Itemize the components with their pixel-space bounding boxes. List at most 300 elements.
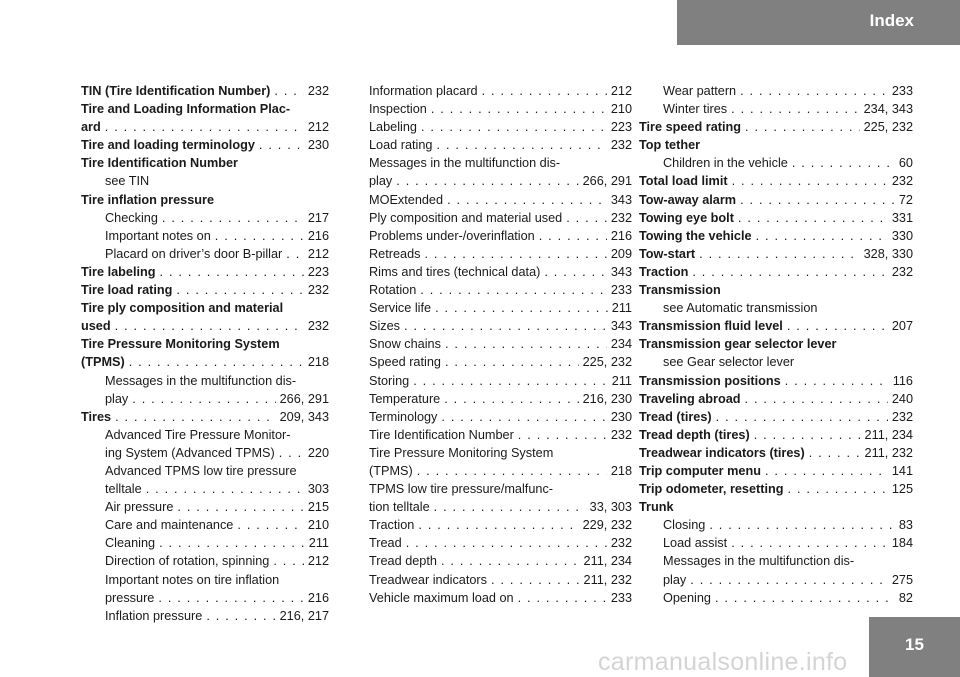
dot-leader	[160, 263, 304, 281]
dot-leader	[417, 462, 607, 480]
index-entry	[369, 191, 632, 209]
index-entry	[369, 552, 632, 570]
entry-term: Towing eye bolt	[639, 210, 734, 225]
entry-pages: 216	[307, 228, 329, 243]
index-subentry	[81, 552, 329, 570]
entry-pages: 343	[610, 264, 632, 279]
dot-leader	[518, 426, 607, 444]
dot-leader	[177, 498, 303, 516]
index-subentry	[81, 209, 329, 227]
entry-term: Traction	[369, 518, 415, 533]
dot-leader	[731, 100, 859, 118]
entry-term: (TPMS)	[81, 355, 125, 370]
index-entry	[369, 317, 632, 335]
index-subentry	[81, 607, 329, 625]
dot-leader	[158, 589, 303, 607]
index-subentry	[81, 372, 329, 390]
entry-pages: 116	[892, 373, 913, 388]
entry-pages: 229, 232	[582, 518, 632, 533]
entry-term: Temperature	[369, 391, 441, 406]
entry-pages: 33, 303	[589, 500, 632, 515]
index-entry	[369, 299, 632, 317]
entry-term: Placard on driver’s door B-pillar	[105, 246, 283, 261]
index-subentry	[639, 534, 913, 552]
index-entry	[369, 154, 632, 172]
entry-pages: 218	[610, 463, 632, 478]
entry-term: Treadwear indicators (tires)	[639, 445, 805, 460]
index-entry	[81, 118, 329, 136]
index-entry	[369, 118, 632, 136]
index-entry	[369, 462, 632, 480]
entry-pages: 233	[891, 84, 913, 98]
entry-pages: 72	[898, 192, 913, 207]
entry-pages: 232	[307, 283, 329, 298]
dot-leader	[406, 534, 607, 552]
index-entry	[369, 172, 632, 190]
index-entry	[639, 191, 913, 209]
index-entry	[81, 317, 329, 335]
entry-term: Load assist	[663, 536, 728, 551]
dot-leader	[699, 245, 859, 263]
entry-term: Treadwear indicators	[369, 572, 487, 587]
dot-leader	[441, 408, 606, 426]
index-entry	[639, 480, 913, 498]
dot-leader	[105, 118, 304, 136]
dot-leader	[215, 227, 304, 245]
index-entry	[369, 100, 632, 118]
entry-term: Tire Identification Number	[81, 156, 238, 171]
dot-leader	[434, 498, 586, 516]
entry-pages: 211, 232	[864, 445, 913, 460]
entry-term: Speed rating	[369, 355, 441, 370]
entry-term: Direction of rotation, spinning	[105, 554, 270, 569]
index-subentry	[81, 589, 329, 607]
entry-term: Tow-start	[639, 246, 696, 261]
dot-leader	[754, 426, 861, 444]
dot-leader	[731, 534, 888, 552]
index-entry	[369, 426, 632, 444]
entry-term: Important notes on	[105, 228, 211, 243]
entry-pages: 211	[611, 301, 632, 316]
dot-leader	[396, 172, 578, 190]
dot-leader	[132, 390, 275, 408]
entry-term: Tow-away alarm	[639, 192, 737, 207]
index-subentry	[639, 571, 913, 589]
index-entry	[81, 263, 329, 281]
entry-pages: 230	[610, 409, 632, 424]
dot-leader	[709, 516, 895, 534]
entry-term: Retreads	[369, 246, 421, 261]
entry-term: Tire inflation pressure	[81, 192, 215, 207]
index-subentry	[81, 227, 329, 245]
index-entry	[639, 426, 913, 444]
entry-term: tion telltale	[369, 500, 430, 515]
entry-term: Rims and tires (technical data)	[369, 264, 541, 279]
entry-pages: 216	[307, 590, 329, 605]
entry-pages: 303	[307, 482, 329, 497]
entry-pages: 232	[307, 84, 329, 98]
entry-pages: 211, 234	[864, 427, 913, 442]
entry-term: Important notes on tire inflation	[105, 572, 280, 587]
entry-term: Tires	[81, 409, 112, 424]
dot-leader	[544, 263, 606, 281]
index-subentry	[639, 100, 913, 118]
index-subentry	[639, 552, 913, 570]
dot-leader	[716, 408, 888, 426]
entry-term: Tread depth	[369, 554, 437, 569]
index-subentry	[639, 353, 913, 371]
entry-term: Tire Pressure Monitoring System	[369, 445, 554, 460]
entry-pages: 211, 234	[583, 554, 632, 569]
dot-leader	[441, 552, 580, 570]
dot-leader	[418, 516, 578, 534]
index-entry	[369, 245, 632, 263]
index-entry	[639, 317, 913, 335]
index-entry	[369, 227, 632, 245]
dot-leader	[745, 390, 888, 408]
dot-leader	[740, 82, 888, 100]
dot-leader	[785, 372, 889, 390]
entry-pages: 212	[307, 246, 329, 261]
dot-leader	[420, 281, 607, 299]
entry-term: ing System (Advanced TPMS)	[105, 445, 275, 460]
entry-term: Tread	[369, 536, 402, 551]
entry-term: Tread (tires)	[639, 409, 712, 424]
entry-term: Messages in the multifunction dis-	[663, 554, 855, 569]
index-entry	[639, 136, 913, 154]
entry-term: Storing	[369, 373, 410, 388]
index-entry	[369, 589, 632, 607]
index-entry	[369, 534, 632, 552]
entry-term: Vehicle maximum load on	[369, 590, 514, 605]
entry-pages: 212	[307, 554, 329, 569]
entry-pages: 330	[891, 228, 913, 243]
entry-term: Closing	[663, 518, 706, 533]
entry-term: Service life	[369, 301, 432, 316]
index-entry	[369, 444, 632, 462]
index-column-3	[639, 82, 913, 607]
entry-term: Transmission	[639, 283, 721, 298]
index-entry	[639, 462, 913, 480]
entry-term: Air pressure	[105, 500, 174, 515]
dot-leader	[176, 281, 303, 299]
index-entry	[639, 245, 913, 263]
dot-leader	[738, 209, 888, 227]
entry-pages: 223	[610, 120, 632, 135]
index-entry	[369, 498, 632, 516]
entry-term: used	[81, 319, 111, 334]
entry-pages: 232	[891, 174, 913, 189]
entry-term: Information placard	[369, 84, 478, 98]
index-subentry	[81, 480, 329, 498]
index-entry	[639, 372, 913, 390]
entry-term: Care and maintenance	[105, 518, 234, 533]
entry-pages: 141	[891, 463, 913, 478]
dot-leader	[413, 372, 608, 390]
page-title: Index	[869, 11, 914, 30]
entry-pages: 210	[307, 518, 329, 533]
entry-pages: 220	[307, 445, 329, 460]
page-number: 15	[905, 635, 924, 654]
dot-leader	[115, 408, 276, 426]
dot-leader	[690, 571, 888, 589]
dot-leader	[445, 335, 607, 353]
dot-leader	[756, 227, 888, 245]
entry-pages: 266, 291	[279, 391, 329, 406]
entry-term: Traveling abroad	[639, 391, 741, 406]
dot-leader	[765, 462, 888, 480]
index-subentry	[639, 589, 913, 607]
entry-pages: 331	[891, 210, 913, 225]
index-entry	[369, 281, 632, 299]
entry-pages: 275	[891, 572, 913, 587]
dot-leader	[444, 390, 578, 408]
entry-term: Wear pattern	[663, 84, 737, 98]
index-entry	[639, 118, 913, 136]
dot-leader	[129, 353, 304, 371]
index-entry	[369, 263, 632, 281]
entry-term: Rotation	[369, 283, 417, 298]
entry-term: Tread depth (tires)	[639, 427, 750, 442]
entry-term: Ply composition and material used	[369, 210, 563, 225]
index-entry	[369, 516, 632, 534]
watermark: carmanualsonline.info	[598, 648, 848, 676]
dot-leader	[279, 444, 304, 462]
entry-term: Messages in the multifunction dis-	[105, 373, 297, 388]
entry-pages: 230	[307, 138, 329, 153]
index-entry	[639, 498, 913, 516]
dot-leader	[273, 552, 304, 570]
index-subentry	[639, 516, 913, 534]
entry-term: Inflation pressure	[105, 608, 203, 623]
dot-leader	[788, 480, 888, 498]
dot-leader	[745, 118, 860, 136]
entry-term: Transmission gear selector lever	[639, 337, 837, 352]
index-subentry	[81, 516, 329, 534]
index-entry	[369, 335, 632, 353]
index-entry	[639, 390, 913, 408]
dot-leader	[259, 136, 304, 154]
index-subentry	[81, 245, 329, 263]
index-entry	[369, 209, 632, 227]
entry-pages: 232	[891, 264, 913, 279]
entry-pages: 211	[308, 536, 329, 551]
index-entry	[639, 335, 913, 353]
dot-leader	[518, 589, 607, 607]
entry-term: Advanced Tire Pressure Monitor-	[105, 427, 291, 442]
dot-leader	[435, 299, 608, 317]
entry-pages: 240	[891, 391, 913, 406]
dot-leader	[437, 136, 607, 154]
index-entry	[369, 353, 632, 371]
index-entry	[369, 390, 632, 408]
entry-term: Transmission fluid level	[639, 319, 783, 334]
entry-term: Trip odometer, resetting	[639, 482, 784, 497]
index-entry	[639, 408, 913, 426]
entry-term: TIN (Tire Identification Number)	[81, 84, 271, 98]
index-subentry	[81, 462, 329, 480]
index-subentry	[81, 444, 329, 462]
entry-term: see Gear selector lever	[663, 355, 795, 370]
entry-term: Tire and Loading Information Plac-	[81, 102, 291, 117]
index-entry	[81, 100, 329, 118]
entry-term: play	[105, 391, 129, 406]
entry-term: Terminology	[369, 409, 438, 424]
entry-term: play	[369, 174, 393, 189]
dot-leader	[162, 209, 304, 227]
index-entry	[369, 408, 632, 426]
entry-term: Advanced TPMS low tire pressure	[105, 463, 297, 478]
entry-pages: 218	[307, 355, 329, 370]
entry-pages: 266, 291	[582, 174, 632, 189]
entry-term: Tire Pressure Monitoring System	[81, 337, 280, 352]
index-column-1	[81, 82, 329, 625]
index-entry	[81, 408, 329, 426]
index-subentry	[81, 498, 329, 516]
page-number-tab	[869, 617, 960, 677]
dot-leader	[146, 480, 304, 498]
index-subentry	[81, 172, 329, 190]
entry-pages: 82	[898, 590, 913, 605]
index-entry	[81, 299, 329, 317]
entry-term: see Automatic transmission	[663, 301, 818, 316]
index-entry	[639, 444, 913, 462]
entry-term: telltale	[105, 482, 142, 497]
dot-leader	[445, 353, 579, 371]
entry-term: TPMS low tire pressure/malfunc-	[369, 482, 554, 497]
entry-pages: 232	[610, 210, 632, 225]
entry-term: Traction	[639, 264, 689, 279]
entry-term: Problems under-/overinflation	[369, 228, 535, 243]
entry-term: (TPMS)	[369, 463, 413, 478]
entry-pages: 209	[610, 246, 632, 261]
index-entry	[81, 353, 329, 371]
dot-leader	[237, 516, 303, 534]
entry-pages: 60	[898, 156, 913, 171]
entry-pages: 234	[610, 337, 632, 352]
entry-pages: 215	[307, 500, 329, 515]
index-subentry	[81, 534, 329, 552]
entry-pages: 216	[610, 228, 632, 243]
dot-leader	[286, 245, 304, 263]
index-subentry	[639, 154, 913, 172]
index-entry	[81, 191, 329, 209]
entry-term: Messages in the multifunction dis-	[369, 156, 561, 171]
entry-pages: 210	[610, 102, 632, 117]
entry-pages: 328, 330	[863, 246, 913, 261]
entry-pages: 211, 232	[583, 572, 632, 587]
dot-leader	[424, 245, 606, 263]
index-entry	[81, 281, 329, 299]
entry-pages: 232	[610, 138, 632, 153]
entry-term: Towing the vehicle	[639, 228, 752, 243]
index-entry	[639, 227, 913, 245]
index-entry	[369, 136, 632, 154]
entry-term: Children in the vehicle	[663, 156, 788, 171]
index-subentry	[639, 82, 913, 100]
entry-term: Top tether	[639, 138, 701, 153]
entry-pages: 234, 343	[863, 102, 913, 117]
dot-leader	[431, 100, 607, 118]
index-entry	[369, 480, 632, 498]
entry-term: see TIN	[105, 174, 150, 189]
index-entry	[81, 335, 329, 353]
entry-term: Tire ply composition and material	[81, 301, 284, 316]
entry-term: Trunk	[639, 500, 674, 515]
entry-pages: 217	[307, 210, 329, 225]
dot-leader	[740, 191, 895, 209]
index-entry	[81, 136, 329, 154]
dot-leader	[809, 444, 861, 462]
entry-term: Tire and loading terminology	[81, 138, 255, 153]
entry-term: Total load limit	[639, 174, 728, 189]
dot-leader	[792, 154, 895, 172]
dot-leader	[566, 209, 607, 227]
dot-leader	[115, 317, 304, 335]
index-entry	[639, 281, 913, 299]
entry-pages: 225, 232	[863, 120, 913, 135]
entry-term: Tire labeling	[81, 264, 156, 279]
dot-leader	[787, 317, 888, 335]
entry-term: Labeling	[369, 120, 417, 135]
dot-leader	[206, 607, 275, 625]
entry-term: Tire speed rating	[639, 120, 742, 135]
entry-term: Tire Identification Number	[369, 427, 514, 442]
entry-term: pressure	[105, 590, 155, 605]
entry-term: Trip computer menu	[639, 463, 761, 478]
index-subentry	[81, 426, 329, 444]
entry-pages: 232	[891, 409, 913, 424]
index-entry	[369, 571, 632, 589]
entry-pages: 343	[610, 192, 632, 207]
index-entry	[639, 172, 913, 190]
entry-term: Cleaning	[105, 536, 156, 551]
entry-pages: 83	[898, 518, 913, 533]
dot-leader	[715, 589, 895, 607]
entry-pages: 232	[610, 427, 632, 442]
entry-pages: 343	[610, 319, 632, 334]
dot-leader	[159, 534, 305, 552]
entry-term: Sizes	[369, 319, 401, 334]
entry-pages: 216, 230	[582, 391, 632, 406]
entry-pages: 184	[891, 536, 913, 551]
entry-pages: 125	[891, 482, 913, 497]
entry-pages: 233	[610, 590, 632, 605]
dot-leader	[447, 191, 607, 209]
dot-leader	[482, 82, 607, 100]
entry-term: Snow chains	[369, 337, 441, 352]
entry-pages: 223	[307, 264, 329, 279]
entry-pages: 232	[307, 319, 329, 334]
entry-term: Load rating	[369, 138, 433, 153]
index-subentry	[81, 390, 329, 408]
dot-leader	[274, 82, 303, 100]
entry-term: ard	[81, 120, 101, 135]
entry-term: Winter tires	[663, 102, 728, 117]
index-entry	[81, 82, 329, 100]
entry-pages: 211	[611, 373, 632, 388]
entry-pages: 232	[610, 536, 632, 551]
entry-pages: 216, 217	[279, 608, 329, 623]
entry-pages: 212	[610, 84, 632, 98]
entry-pages: 212	[307, 120, 329, 135]
dot-leader	[421, 118, 607, 136]
entry-term: MOExtended	[369, 192, 444, 207]
index-subentry	[81, 571, 329, 589]
entry-pages: 225, 232	[582, 355, 632, 370]
index-entry	[369, 372, 632, 390]
entry-term: Checking	[105, 210, 158, 225]
